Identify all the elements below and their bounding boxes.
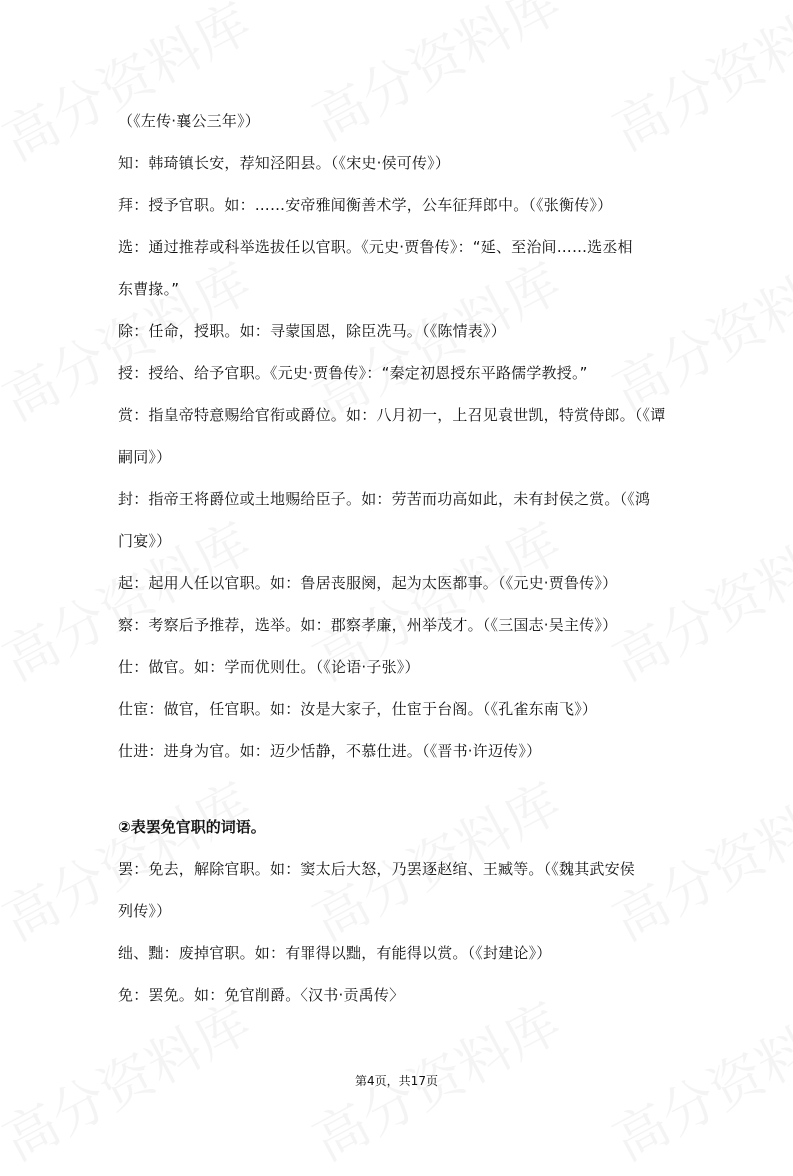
text-line: 仕宦：做官，任官职。如：汝是大家子，仕宦于台阁。（《孔雀东南飞》）	[118, 700, 598, 718]
text-line: 起：起用人任以官职。如：鲁居丧服阕，起为太医都事。（《元史·贾鲁传》）	[118, 574, 618, 592]
section-heading: ②表罢免官职的词语。	[118, 818, 266, 836]
text-line: 拜：授予官职。如：……安帝雅闻衡善术学，公车征拜郎中。（《张衡传》）	[118, 196, 613, 214]
text-line: 赏：指皇帝特意赐给官衔或爵位。如：八月初一，上召见袁世凯，特赏侍郎。（《谭	[118, 406, 666, 424]
text-line: 知：韩琦镇长安，荐知泾阳县。（《宋史·侯可传》）	[118, 154, 451, 172]
text-line: （《左传·襄公三年》）	[118, 112, 260, 130]
text-line: 东曹掾。”	[118, 280, 180, 298]
text-line: 封：指帝王将爵位或土地赐给臣子。如：劳苦而功高如此，未有封侯之赏。（《鸿	[118, 490, 651, 508]
text-line: 门宴》）	[118, 532, 172, 550]
text-line: 仕进：进身为官。如：迈少恬静，不慕仕进。（《晋书·许迈传》）	[118, 742, 542, 760]
text-line: 授：授给、给予官职。《元史·贾鲁传》：“秦定初恩授东平路儒学教授。”	[118, 364, 588, 382]
text-line: 免：罢免。如：免官削爵。〈汉书·贡禹传〉	[118, 986, 405, 1004]
text-line: 选：通过推荐或科举选拔任以官职。《元史·贾鲁传》：“延、至治间……选丞相	[118, 238, 633, 256]
text-line: 察：考察后予推荐，选举。如：郡察孝廉，州举茂才。（《三国志·吴主传》）	[118, 616, 618, 634]
page-number: 第4页，共17页	[355, 1074, 438, 1088]
text-line: 列传》）	[118, 902, 172, 920]
document-body	[118, 100, 688, 1016]
section-gap	[118, 772, 688, 806]
text-line: 罢：免去，解除官职。如：窦太后大怒，乃罢逐赵绾、王臧等。（《魏其武安侯	[118, 860, 636, 878]
text-line: 仕：做官。如：学而优则仕。（《论语·子张》）	[118, 658, 420, 676]
text-line: 嗣同》）	[118, 448, 172, 466]
text-line: 除：任命，授职。如：寻蒙国恩，除臣冼马。（《陈情表》）	[118, 322, 506, 340]
text-line: 绌、黜：废掉官职。如：有罪得以黜，有能得以赏。（《封建论》）	[118, 944, 552, 962]
